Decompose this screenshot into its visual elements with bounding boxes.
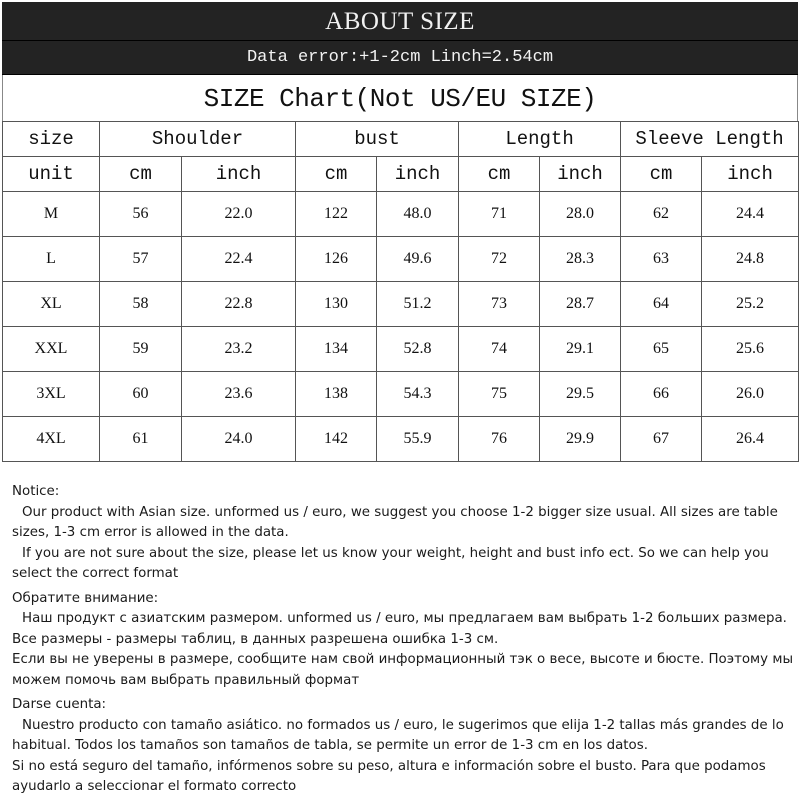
header-shoulder: Shoulder <box>100 122 296 157</box>
cell-length-inch: 28.7 <box>540 282 621 327</box>
cell-bust-cm: 122 <box>296 192 377 237</box>
unit-cm: cm <box>621 157 702 192</box>
cell-sleeve-cm: 67 <box>621 417 702 462</box>
cell-length-inch: 29.5 <box>540 372 621 417</box>
cell-shoulder-cm: 61 <box>100 417 182 462</box>
cell-bust-inch: 55.9 <box>377 417 459 462</box>
cell-shoulder-inch: 24.0 <box>182 417 296 462</box>
cell-shoulder-inch: 22.0 <box>182 192 296 237</box>
cell-sleeve-inch: 25.6 <box>702 327 799 372</box>
cell-bust-inch: 48.0 <box>377 192 459 237</box>
table-row <box>3 282 799 327</box>
cell-bust-inch: 52.8 <box>377 327 459 372</box>
notice-spanish-para1: Nuestro producto con tamaño asiático. no formados us / euro, le sugerimos que elija 1-2 tallas más grandes de lo habitual. Todos los tamaños son tamaños de tabla, se permite un error de 1-3 cm en los datos. <box>12 717 784 753</box>
header-sleeve-length: Sleeve Length <box>621 122 799 157</box>
cell-sleeve-cm: 65 <box>621 327 702 372</box>
cell-shoulder-inch: 22.8 <box>182 282 296 327</box>
table-row <box>3 237 799 282</box>
unit-inch: inch <box>182 157 296 192</box>
unit-inch: inch <box>377 157 459 192</box>
size-chart-frame <box>2 2 798 462</box>
cell-sleeve-inch: 26.4 <box>702 417 799 462</box>
cell-shoulder-cm: 58 <box>100 282 182 327</box>
table-row <box>3 372 799 417</box>
unit-cm: cm <box>100 157 182 192</box>
cell-sleeve-cm: 63 <box>621 237 702 282</box>
page-title: ABOUT SIZE <box>2 2 798 41</box>
chart-title: SIZE Chart(Not US/EU SIZE) <box>2 75 798 121</box>
unit-inch: inch <box>702 157 799 192</box>
group-header-row <box>3 122 799 157</box>
cell-size: L <box>3 237 100 282</box>
notice-spanish <box>12 695 798 798</box>
notice-english-para2: If you are not sure about the size, please let us know your weight, height and bust info ect. So we can help you select the correct format <box>12 545 769 581</box>
cell-sleeve-cm: 64 <box>621 282 702 327</box>
unit-cm: cm <box>459 157 540 192</box>
cell-bust-cm: 134 <box>296 327 377 372</box>
unit-header-row <box>3 157 799 192</box>
header-length: Length <box>459 122 621 157</box>
header-size: size <box>3 122 100 157</box>
cell-shoulder-cm: 57 <box>100 237 182 282</box>
cell-shoulder-cm: 56 <box>100 192 182 237</box>
cell-size: 4XL <box>3 417 100 462</box>
cell-length-cm: 74 <box>459 327 540 372</box>
cell-sleeve-cm: 66 <box>621 372 702 417</box>
notice-heading-spanish: Darse cuenta: <box>12 697 107 712</box>
unit-cm: cm <box>296 157 377 192</box>
table-row <box>3 417 799 462</box>
notice-russian-para3: Если вы не уверены в размере, сообщите нам свой информационный тэк о весе, высоте и бюсте. Поэтому мы можем помочь вам выбрать правильный формат <box>12 652 794 688</box>
header-bust: bust <box>296 122 459 157</box>
table-row <box>3 327 799 372</box>
cell-shoulder-inch: 23.6 <box>182 372 296 417</box>
notice-russian-para2: Все размеры - размеры таблиц, в данных разрешена ошибка 1-3 см. <box>12 631 499 647</box>
cell-sleeve-inch: 24.4 <box>702 192 799 237</box>
cell-length-inch: 29.1 <box>540 327 621 372</box>
cell-bust-inch: 49.6 <box>377 237 459 282</box>
table-row <box>3 192 799 237</box>
cell-shoulder-cm: 59 <box>100 327 182 372</box>
cell-bust-cm: 138 <box>296 372 377 417</box>
cell-length-inch: 28.0 <box>540 192 621 237</box>
cell-sleeve-inch: 25.2 <box>702 282 799 327</box>
cell-bust-cm: 142 <box>296 417 377 462</box>
cell-sleeve-cm: 62 <box>621 192 702 237</box>
notice-section <box>12 482 798 800</box>
cell-length-cm: 75 <box>459 372 540 417</box>
cell-bust-inch: 51.2 <box>377 282 459 327</box>
size-table <box>2 121 799 462</box>
cell-sleeve-inch: 26.0 <box>702 372 799 417</box>
cell-length-cm: 76 <box>459 417 540 462</box>
cell-length-cm: 71 <box>459 192 540 237</box>
header-unit: unit <box>3 157 100 192</box>
cell-shoulder-inch: 22.4 <box>182 237 296 282</box>
cell-length-inch: 29.9 <box>540 417 621 462</box>
notice-english-para1: Our product with Asian size. unformed us / euro, we suggest you choose 1-2 bigger size usual. All sizes are table sizes, 1-3 cm error is allowed in the data. <box>12 504 778 540</box>
cell-length-cm: 72 <box>459 237 540 282</box>
notice-heading-russian: Обратите внимание: <box>12 590 159 606</box>
unit-inch: inch <box>540 157 621 192</box>
data-error-note: Data error:+1-2cm Linch=2.54cm <box>2 41 798 75</box>
notice-heading-english: Notice: <box>12 484 60 499</box>
cell-size: XL <box>3 282 100 327</box>
cell-shoulder-inch: 23.2 <box>182 327 296 372</box>
cell-bust-inch: 54.3 <box>377 372 459 417</box>
cell-sleeve-inch: 24.8 <box>702 237 799 282</box>
cell-shoulder-cm: 60 <box>100 372 182 417</box>
cell-length-cm: 73 <box>459 282 540 327</box>
cell-bust-cm: 126 <box>296 237 377 282</box>
notice-english <box>12 482 798 585</box>
cell-size: M <box>3 192 100 237</box>
cell-bust-cm: 130 <box>296 282 377 327</box>
cell-size: 3XL <box>3 372 100 417</box>
notice-russian-para1: Наш продукт с азиатским размером. unformed us / euro, мы предлагаем вам выбрать 1-2 больших размера. <box>22 611 787 626</box>
cell-size: XXL <box>3 327 100 372</box>
cell-length-inch: 28.3 <box>540 237 621 282</box>
notice-russian <box>12 589 798 692</box>
notice-spanish-para2: Si no está seguro del tamaño, infórmenos sobre su peso, altura e información sobre el busto. Para que podamos ayudarlo a seleccionar el formato correcto <box>12 758 766 794</box>
